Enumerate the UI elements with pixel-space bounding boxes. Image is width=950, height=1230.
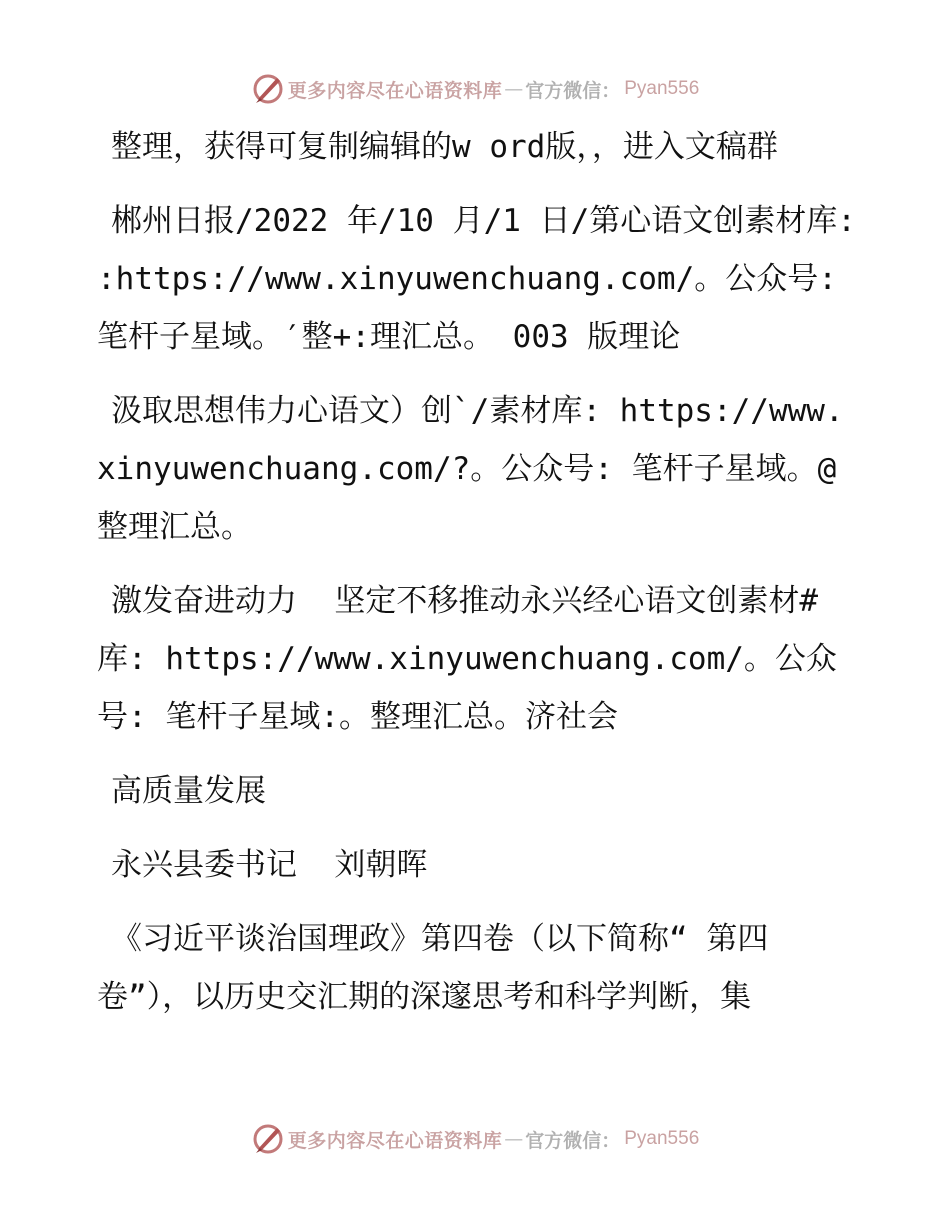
document-body <box>97 118 875 1042</box>
paragraph-2: 郴州日报/2022 年/10 月/1 日/第心语文创素材库: :https://www.xinyuwenchuang.com/。公众号: 笔杆子星域。′整+:理汇总。 003 版理论 <box>97 203 875 355</box>
paragraph-3: 汲取思想伟力心语文）创`/素材库: https://www.xinyuwenchuang.com/?。公众号: 笔杆子星域。@整理汇总。 <box>97 393 844 545</box>
paragraph-author: 永兴县委书记 刘朝晖 <box>111 847 428 883</box>
banner-official-label: 官方微信： <box>525 79 621 102</box>
banner-handle: Pyan556 <box>624 78 700 99</box>
paragraph-7: 《习近平谈治国理政》第四卷（以下简称“ 第四卷”），以历史交汇期的深邃思考和科学判断，集 <box>97 921 769 1015</box>
banner-dash: — <box>504 1128 524 1150</box>
pen-logo-icon <box>251 1122 285 1156</box>
paragraph-4: 激发奋进动力 坚定不移推动永兴经心语文创素材#库: https://www.xinyuwenchuang.com/。公众号: 笔杆子星域:。整理汇总。济社会 <box>97 583 837 735</box>
banner-handle: Pyan556 <box>624 1128 700 1149</box>
banner-text: 更多内容尽在心语资料库 <box>287 79 503 102</box>
pen-logo-icon <box>251 72 285 106</box>
header-banner <box>0 71 950 107</box>
footer-banner <box>0 1121 950 1157</box>
banner-official-label: 官方微信： <box>525 1129 621 1152</box>
banner-text: 更多内容尽在心语资料库 <box>287 1129 503 1152</box>
paragraph-5: 高质量发展 <box>111 773 266 809</box>
banner-dash: — <box>504 78 524 100</box>
paragraph-1: 整理，获得可复制编辑的w ord版，，进入文稿群 <box>111 129 778 165</box>
